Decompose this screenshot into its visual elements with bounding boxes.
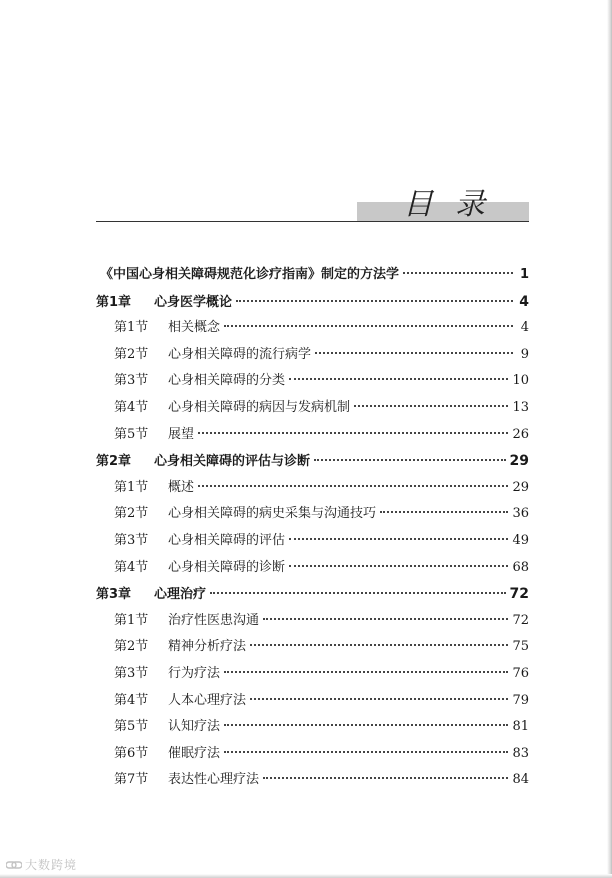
toc-entry-label: 心身相关障碍的病因与发病机制 — [168, 399, 351, 415]
toc-entry-number: 第4节 — [114, 559, 149, 575]
page-title: 目录 — [403, 187, 507, 222]
toc-section-entry[interactable] — [96, 528, 529, 555]
toc-entry-label: 心身医学概论 — [154, 294, 233, 310]
toc-section-entry[interactable] — [96, 714, 529, 741]
toc-dot-leader — [198, 485, 508, 487]
toc-page-number: 84 — [512, 772, 529, 788]
toc-section-entry[interactable] — [96, 741, 529, 768]
toc-entry-number: 第1节 — [114, 320, 149, 336]
toc-entry-label: 行为疗法 — [168, 665, 221, 681]
toc-entry-label: 心身相关障碍的分类 — [168, 373, 286, 389]
toc-entry-label: 展望 — [168, 426, 195, 442]
toc-page-number: 9 — [520, 346, 529, 362]
toc-entry-number: 第2节 — [114, 639, 149, 655]
toc-dot-leader — [224, 724, 508, 726]
toc-entry-number: 第5节 — [114, 719, 149, 735]
toc-page-number: 49 — [512, 532, 529, 548]
toc-entry-label: 心身相关障碍的评估 — [168, 532, 286, 548]
toc-page-number: 72 — [509, 586, 529, 603]
toc-entry-label: 心理治疗 — [154, 587, 207, 603]
toc-section-entry[interactable] — [96, 634, 529, 661]
toc-chapter-entry[interactable] — [96, 289, 529, 316]
toc-entry-number: 第6节 — [114, 745, 149, 761]
toc-page-number: 76 — [512, 665, 529, 681]
toc-section-entry[interactable] — [96, 422, 529, 449]
toc-dot-leader — [236, 300, 513, 302]
toc-entry-label: 催眠疗法 — [168, 745, 221, 761]
toc-section-entry[interactable] — [96, 767, 529, 794]
toc-page-number: 4 — [520, 320, 529, 336]
toc-page-number: 29 — [509, 453, 529, 470]
toc-dot-leader — [224, 671, 508, 673]
toc-entry-label: 心身相关障碍的流行病学 — [168, 346, 312, 362]
toc-entry-label: 相关概念 — [168, 320, 221, 336]
toc-page-number: 29 — [512, 479, 529, 495]
toc-entry-number: 第2章 — [96, 454, 132, 470]
toc-dot-leader — [250, 644, 508, 646]
toc-page-number: 79 — [512, 692, 529, 708]
toc-dot-leader — [250, 698, 508, 700]
toc-page-number: 81 — [512, 719, 529, 735]
toc-entry-label: 概述 — [168, 479, 195, 495]
toc-entry-number: 第5节 — [114, 426, 149, 442]
toc-entry-label: 人本心理疗法 — [168, 692, 247, 708]
toc-dot-leader — [263, 618, 508, 620]
toc-page-number: 1 — [519, 267, 529, 282]
toc-dot-leader — [289, 538, 508, 540]
toc-entry-number: 第3章 — [96, 587, 132, 603]
table-of-contents — [96, 262, 529, 794]
toc-entry-number: 第7节 — [114, 772, 149, 788]
toc-page-number: 72 — [512, 612, 529, 628]
toc-entry-number: 第2节 — [114, 346, 149, 362]
toc-entry-label: 心身相关障碍的评估与诊断 — [154, 454, 311, 470]
toc-section-entry[interactable] — [96, 342, 529, 369]
toc-dot-leader — [210, 592, 506, 594]
toc-section-entry[interactable] — [96, 315, 529, 342]
toc-entry-label: 表达性心理疗法 — [168, 772, 260, 788]
toc-page-number: 68 — [512, 559, 529, 575]
toc-dot-leader — [354, 405, 508, 407]
toc-dot-leader — [289, 565, 508, 567]
toc-section-entry[interactable] — [96, 661, 529, 688]
toc-dot-leader — [224, 325, 513, 327]
watermark-text: 大数跨境 — [25, 858, 78, 872]
toc-section-entry[interactable] — [96, 688, 529, 715]
page-edge-shadow-right — [607, 0, 612, 878]
toc-chapter-entry[interactable] — [96, 448, 529, 475]
toc-dot-leader — [380, 511, 508, 513]
page-edge-shadow-bottom — [0, 874, 612, 878]
toc-section-entry[interactable] — [96, 501, 529, 528]
toc-chapter-entry[interactable] — [96, 581, 529, 608]
toc-entry-number: 第2节 — [114, 506, 149, 522]
toc-entry-number: 第1节 — [114, 612, 149, 628]
toc-page-number: 75 — [512, 639, 529, 655]
toc-section-entry[interactable] — [96, 475, 529, 502]
toc-entry-label: 《中国心身相关障碍规范化诊疗指南》制定的方法学 — [100, 267, 400, 282]
toc-dot-leader — [289, 378, 508, 380]
toc-page-number: 4 — [519, 293, 529, 310]
toc-entry-label: 精神分析疗法 — [168, 639, 247, 655]
toc-entry-label: 认知疗法 — [168, 719, 221, 735]
toc-entry-number: 第3节 — [114, 373, 149, 389]
toc-entry-label: 心身相关障碍的诊断 — [168, 559, 286, 575]
toc-entry-number: 第3节 — [114, 665, 149, 681]
toc-dot-leader — [315, 352, 513, 354]
toc-page-number: 83 — [512, 745, 529, 761]
toc-dot-leader — [224, 751, 508, 753]
toc-entry-number: 第1章 — [96, 294, 132, 310]
toc-entry-number: 第3节 — [114, 532, 149, 548]
toc-dot-leader — [198, 432, 508, 434]
toc-page-number: 26 — [512, 426, 529, 442]
link-chain-icon — [6, 859, 22, 871]
watermark — [6, 856, 77, 873]
toc-entry-label: 治疗性医患沟通 — [168, 612, 260, 628]
toc-dot-leader — [314, 459, 506, 461]
toc-section-entry[interactable] — [96, 555, 529, 582]
toc-section-entry[interactable] — [96, 395, 529, 422]
toc-entry-number: 第4节 — [114, 692, 149, 708]
toc-dot-leader — [263, 777, 508, 779]
toc-section-entry[interactable] — [96, 368, 529, 395]
toc-preface-entry[interactable] — [96, 262, 529, 289]
toc-entry-number: 第4节 — [114, 399, 149, 415]
toc-entry-label: 心身相关障碍的病史采集与沟通技巧 — [168, 506, 377, 522]
toc-section-entry[interactable] — [96, 608, 529, 635]
toc-page-number: 36 — [512, 506, 529, 522]
toc-page-number: 13 — [512, 399, 529, 415]
toc-dot-leader — [403, 272, 513, 274]
toc-page-number: 10 — [512, 373, 529, 389]
toc-entry-number: 第1节 — [114, 479, 149, 495]
